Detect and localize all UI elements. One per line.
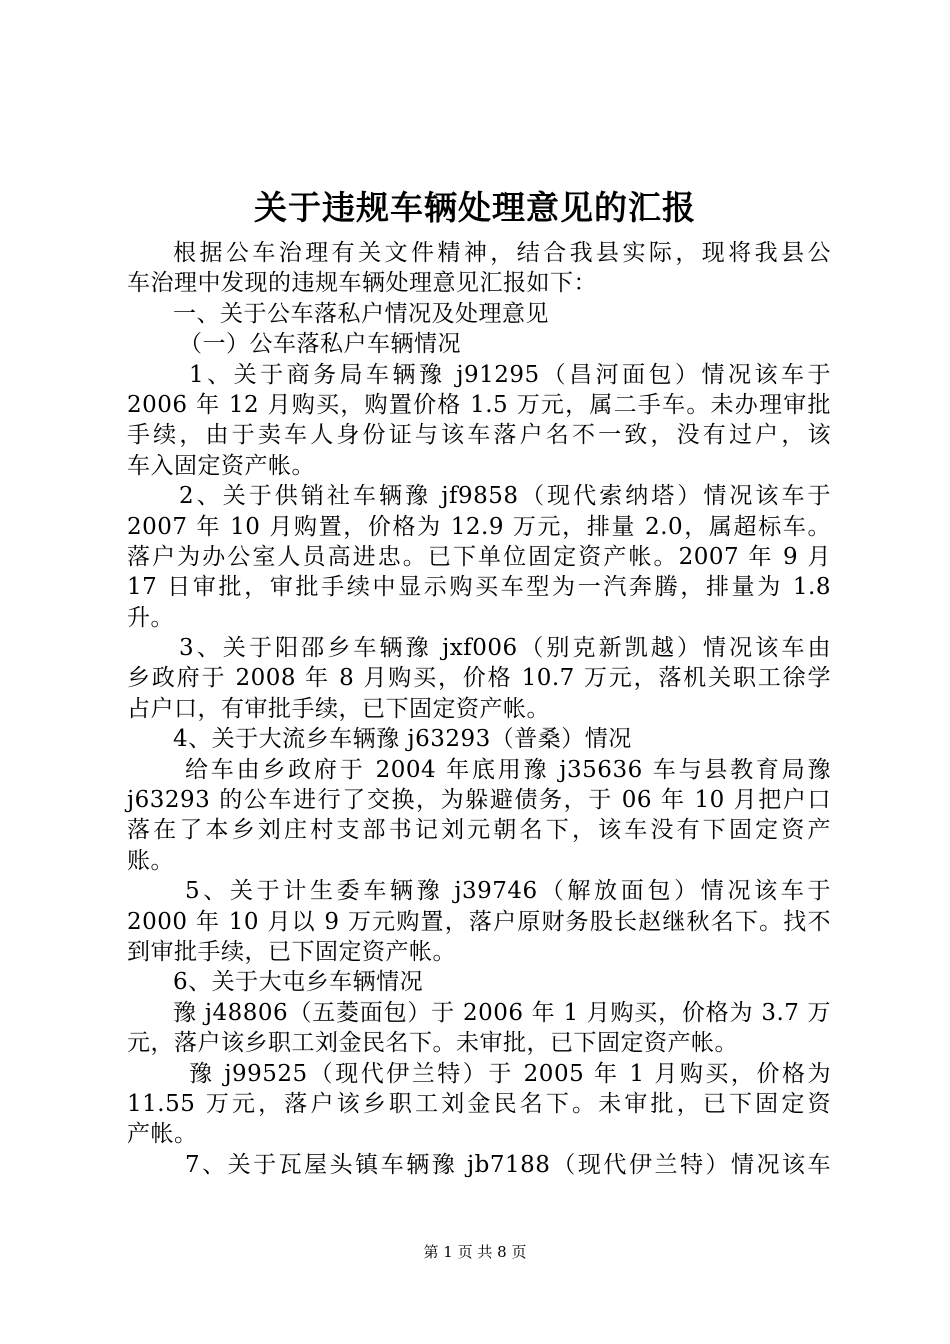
- paragraph-line: j63293 的公车进行了交换，为躲避债务，于 06 年 10 月把户口: [127, 787, 831, 814]
- paragraph-line: 账。: [127, 847, 174, 874]
- paragraph-line: 产帐。: [127, 1121, 198, 1148]
- subsection-heading: （一）公车落私户车辆情况: [179, 331, 461, 358]
- paragraph-line: 6、关于大屯乡车辆情况: [173, 969, 424, 996]
- paragraph-line: 豫 j99525（现代伊兰特）于 2005 年 1 月购买，价格为: [189, 1060, 831, 1087]
- paragraph-line: 落在了本乡刘庄村支部书记刘元朝名下，该车没有下固定资产: [127, 817, 831, 844]
- paragraph-line: 1、关于商务局车辆豫 j91295（昌河面包）情况该车于: [189, 361, 831, 388]
- paragraph-line: 5、关于计生委车辆豫 j39746（解放面包）情况该车于: [185, 878, 831, 905]
- paragraph-line: 2000 年 10 月以 9 万元购置，落户原财务股长赵继秋名下。找不: [127, 908, 831, 935]
- paragraph-line: 2007 年 10 月购置，价格为 12.9 万元，排量 2.0，属超标车。: [127, 513, 831, 540]
- document-body: [127, 238, 831, 1180]
- paragraph-line: 2、关于供销社车辆豫 jf9858（现代索纳塔）情况该车于: [179, 483, 831, 510]
- section-heading: 一、关于公车落私户情况及处理意见: [173, 300, 549, 327]
- paragraph-line: 升。: [127, 604, 174, 631]
- paragraph-line: 2006 年 12 月购买，购置价格 1.5 万元，属二手车。未办理审批: [127, 391, 831, 418]
- paragraph-line: 17 日审批，审批手续中显示购买车型为一汽奔腾，排量为 1.8: [127, 574, 831, 601]
- paragraph-line: 根据公车治理有关文件精神，结合我县实际，现将我县公: [173, 240, 831, 266]
- paragraph-line: 豫 j48806（五菱面包）于 2006 年 1 月购买，价格为 3.7 万: [173, 999, 831, 1026]
- paragraph-line: 4、关于大流乡车辆豫 j63293（普桑）情况: [173, 726, 632, 753]
- paragraph-line: 车治理中发现的违规车辆处理意见汇报如下：: [127, 270, 597, 297]
- paragraph-line: 元，落户该乡职工刘金民名下。未审批，已下固定资产帐。: [127, 1030, 738, 1057]
- paragraph-line: 乡政府于 2008 年 8 月购买，价格 10.7 万元，落机关职工徐学: [127, 665, 831, 692]
- paragraph-line: 11.55 万元，落户该乡职工刘金民名下。未审批，已下固定资: [127, 1090, 831, 1117]
- paragraph-line: 7、关于瓦屋头镇车辆豫 jb7188（现代伊兰特）情况该车: [185, 1151, 831, 1178]
- paragraph-line: 落户为办公室人员高进忠。已下单位固定资产帐。2007 年 9 月: [127, 543, 831, 570]
- paragraph-line: 给车由乡政府于 2004 年底用豫 j35636 车与县教育局豫: [185, 756, 831, 783]
- paragraph-line: 占户口，有审批手续，已下固定资产帐。: [127, 695, 550, 722]
- paragraph-line: 到审批手续，已下固定资产帐。: [127, 938, 456, 965]
- paragraph-line: 车入固定资产帐。: [127, 452, 315, 479]
- paragraph-line: 手续，由于卖车人身份证与该车落户名不一致，没有过户，该: [127, 422, 831, 449]
- document-title: 关于违规车辆处理意见的汇报: [254, 188, 696, 227]
- page-footer: 第 1 页 共 8 页: [423, 1243, 527, 1261]
- paragraph-line: 3、关于阳邵乡车辆豫 jxf006（别克新凯越）情况该车由: [179, 635, 831, 662]
